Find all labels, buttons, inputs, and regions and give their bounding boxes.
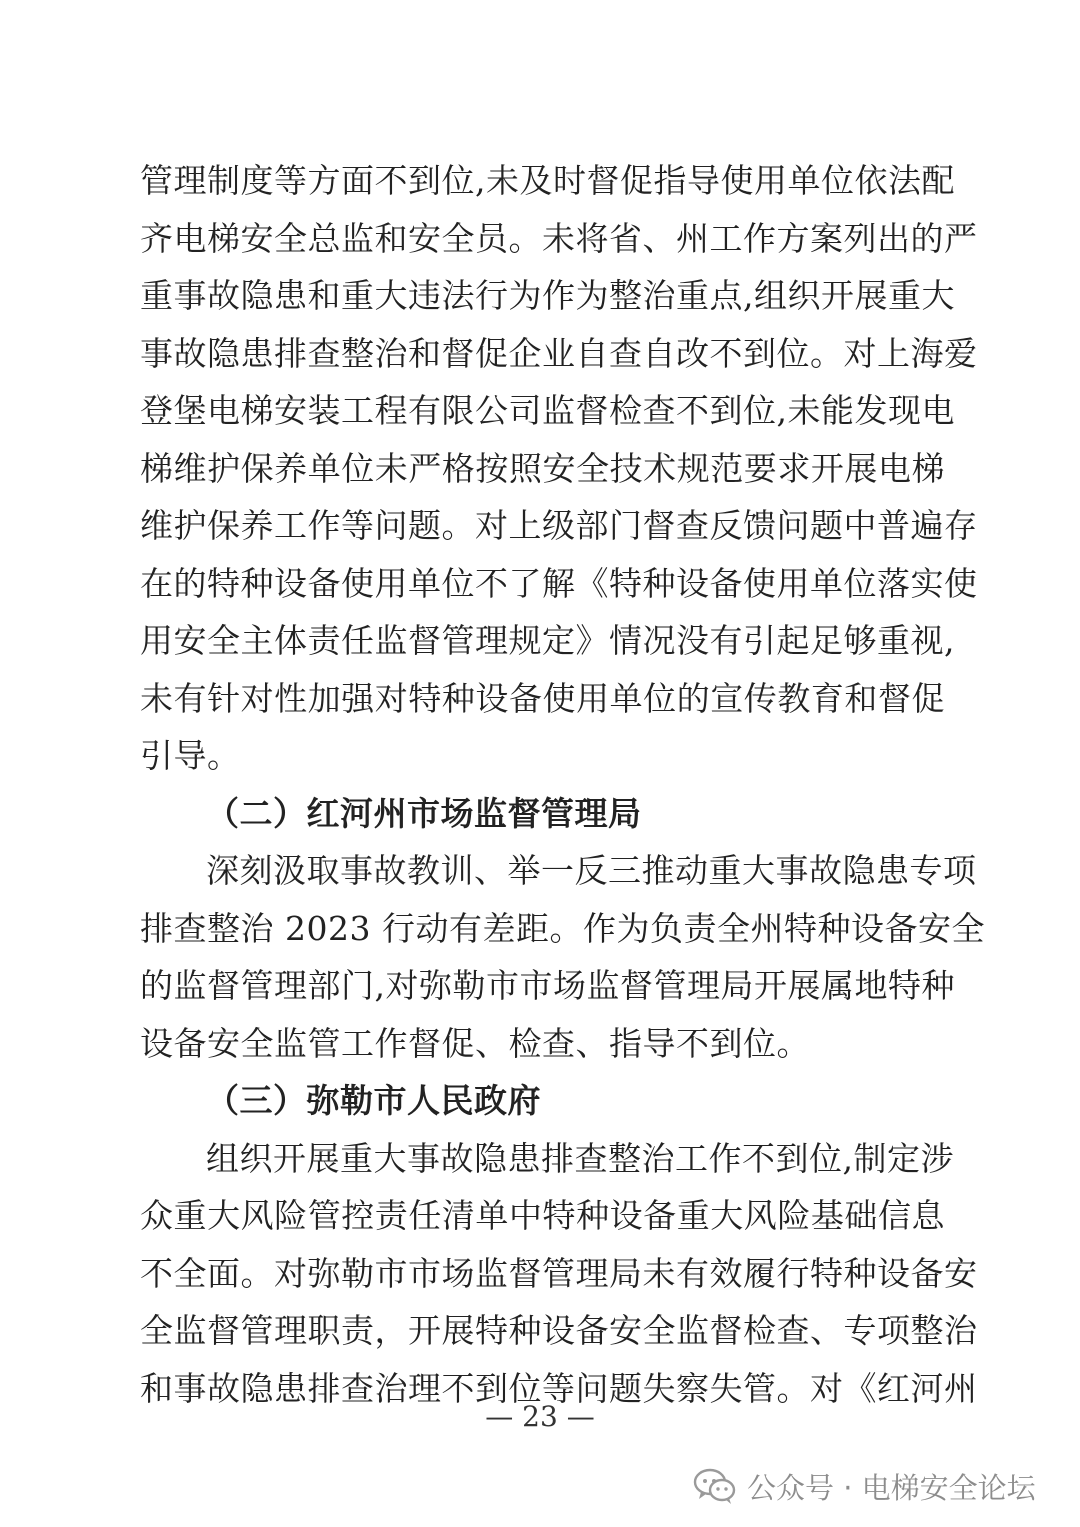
paragraph-1-line: 登堡电梯安装工程有限公司监督检查不到位,未能发现电 — [140, 391, 955, 430]
paragraph-3-line: 组织开展重大事故隐患排查整治工作不到位,制定涉 — [206, 1138, 954, 1178]
paragraph-1-line: 管理制度等方面不到位,未及时督促指导使用单位依法配 — [140, 161, 955, 200]
paragraph-2-line: 的监督管理部门,对弥勒市市场监督管理局开展属地特种 — [140, 966, 955, 1005]
paragraph-1-line: 齐电梯安全总监和安全员。未将省、州工作方案列出的严 — [140, 218, 978, 258]
paragraph-1-line: 用安全主体责任监督管理规定》情况没有引起足够重视, — [140, 621, 955, 660]
page-number: — 23 — — [485, 1400, 595, 1433]
paragraph-1-line: 重事故隐患和重大违法行为作为整治重点,组织开展重大 — [140, 276, 955, 315]
paragraph-2-line: 深刻汲取事故教训、举一反三推动重大事故隐患专项 — [206, 851, 977, 890]
paragraph-3-line: 不全面。对弥勒市市场监督管理局未有效履行特种设备安 — [140, 1253, 978, 1293]
paragraph-1-line: 维护保养工作等问题。对上级部门督查反馈问题中普遍存 — [140, 506, 978, 545]
paragraph-1-line: 在的特种设备使用单位不了解《特种设备使用单位落实使 — [140, 563, 978, 603]
paragraph-1-line: 未有针对性加强对特种设备使用单位的宣传教育和督促 — [140, 678, 945, 718]
body-text — [140, 152, 985, 1417]
paragraph-2-line: 设备安全监管工作督促、检查、指导不到位。 — [140, 1023, 810, 1063]
paragraph-3-line: 众重大风险管控责任清单中特种设备重大风险基础信息 — [140, 1196, 945, 1235]
section-heading-2: （二）红河州市场监督管理局 — [206, 793, 642, 833]
watermark-text: 公众号 · 电梯安全论坛 — [747, 1470, 1036, 1505]
paragraph-1-line: 梯维护保养单位未严格按照安全技术规范要求开展电梯 — [140, 448, 945, 488]
paragraph-2-line: 排查整治 2023 行动有差距。作为负责全州特种设备安全 — [140, 908, 985, 948]
paragraph-3-line: 全监督管理职责，开展特种设备安全监督检查、专项整治 — [140, 1311, 978, 1350]
section-heading-3: （三）弥勒市人民政府 — [206, 1081, 541, 1120]
wechat-icon — [693, 1466, 737, 1506]
paragraph-1-line: 引导。 — [140, 736, 241, 775]
watermark — [693, 1462, 1036, 1510]
paragraph-1-line: 事故隐患排查整治和督促企业自查自改不到位。对上海爱 — [140, 333, 978, 373]
paragraph-3-line: 和事故隐患排查治理不到位等问题失察失管。对《红河州 — [140, 1368, 978, 1408]
